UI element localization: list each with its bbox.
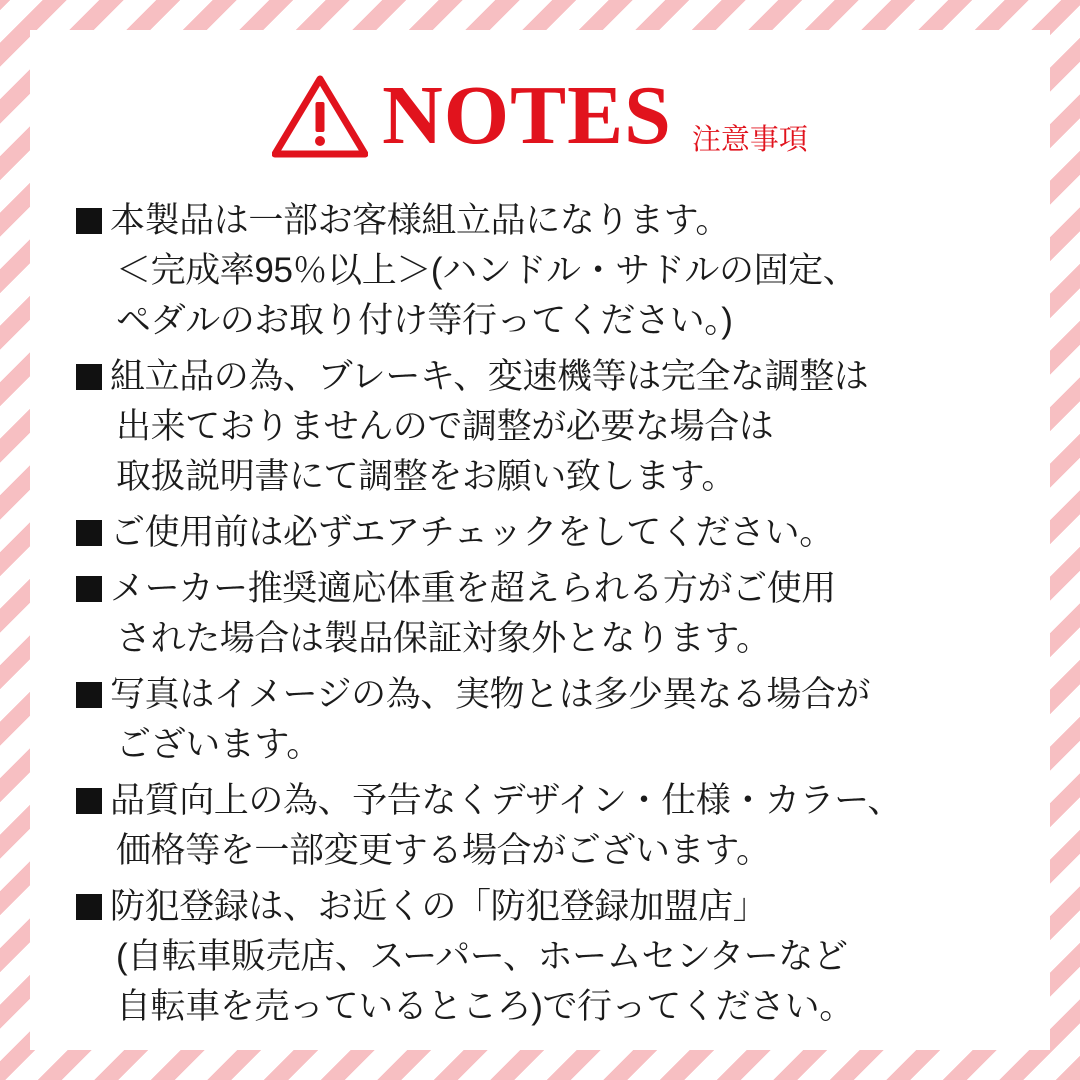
note-line: [76, 352, 1012, 402]
note-line: された場合は製品保証対象外となります。: [116, 619, 771, 658]
square-bullet-icon: [76, 894, 102, 920]
note-line: 取扱説明書にて調整をお願い致します。: [116, 457, 737, 496]
square-bullet-icon: [76, 208, 102, 234]
note-line: 出来ておりませんので調整が必要な場合は: [116, 407, 774, 446]
square-bullet-icon: [76, 364, 102, 390]
list-item: [76, 776, 1012, 876]
note-text: 写真はイメージの為、実物とは多少異なる場合が: [110, 675, 871, 714]
list-item: [76, 882, 1012, 1032]
warning-triangle-icon: [272, 74, 368, 158]
notes-header: [64, 62, 1016, 170]
note-text: ご使用前は必ずエアチェックをしてください。: [110, 513, 834, 552]
list-item: [76, 670, 1012, 770]
note-text: 防犯登録は、お近くの「防犯登録加盟店」: [110, 887, 768, 926]
list-item: [76, 352, 1012, 502]
note-line: ございます。: [116, 725, 321, 764]
note-line: ペダルのお取り付け等行ってください。): [116, 301, 733, 340]
note-text: メーカー推奨適応体重を超えられる方がご使用: [110, 569, 836, 608]
list-item: [76, 564, 1012, 664]
note-line: [76, 776, 1012, 826]
note-line: 価格等を一部変更する場合がございます。: [116, 831, 771, 870]
note-line: [76, 882, 1012, 932]
notes-card: [30, 30, 1050, 1050]
note-line: (自転車販売店、スーパー、ホームセンターなど: [116, 937, 848, 976]
list-item: [76, 196, 1012, 346]
note-text: 本製品は一部お客様組立品になります。: [110, 201, 731, 240]
note-text: 組立品の為、ブレーキ、変速機等は完全な調整は: [110, 357, 869, 396]
page-subtitle: 注意事項: [691, 124, 808, 156]
note-text: 品質向上の為、予告なくデザイン・仕様・カラー、: [110, 781, 902, 820]
note-line: [76, 670, 1012, 720]
list-item: [76, 508, 1012, 558]
page-title: NOTES: [382, 69, 672, 162]
square-bullet-icon: [76, 576, 102, 602]
note-line: [76, 564, 1012, 614]
notes-list: [64, 196, 1016, 1032]
note-line: [76, 508, 1012, 558]
square-bullet-icon: [76, 788, 102, 814]
note-line: ＜完成率95％以上＞(ハンドル・サドルの固定、: [116, 251, 858, 290]
note-line: 自転車を売っているところ)で行ってください。: [116, 987, 854, 1026]
square-bullet-icon: [76, 682, 102, 708]
note-line: [76, 196, 1012, 246]
square-bullet-icon: [76, 520, 102, 546]
